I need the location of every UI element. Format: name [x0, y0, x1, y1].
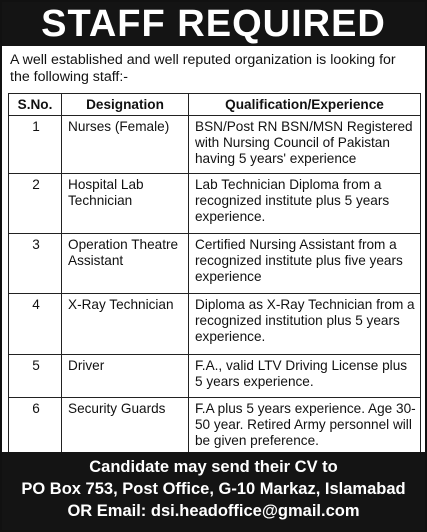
cell-qualification: F.A plus 5 years experience. Age 30-50 year. Retired Army personnel will be given preference. [189, 398, 421, 456]
cell-designation: Driver [62, 355, 189, 398]
contact-footer [2, 452, 425, 530]
page-title: STAFF REQUIRED [41, 3, 386, 45]
cell-sno: 4 [9, 294, 62, 355]
cell-sno: 3 [9, 234, 62, 294]
footer-cv-line: Candidate may send their CV to [89, 458, 338, 476]
cell-designation: Operation Theatre Assistant [62, 234, 189, 294]
footer-email-line: OR Email: dsi.headoffice@gmail.com [67, 502, 360, 520]
cell-sno: 1 [9, 116, 62, 174]
column-header-sno: S.No. [9, 94, 62, 116]
cell-qualification: F.A., valid LTV Driving License plus 5 years experience. [189, 355, 421, 398]
table-row [9, 355, 421, 398]
cell-designation: Nurses (Female) [62, 116, 189, 174]
cell-designation: X-Ray Technician [62, 294, 189, 355]
cell-designation: Hospital Lab Technician [62, 174, 189, 234]
header-banner [2, 2, 425, 46]
table-row [9, 398, 421, 456]
cell-designation: Security Guards [62, 398, 189, 456]
cell-sno: 5 [9, 355, 62, 398]
staff-table [8, 93, 421, 456]
table-row [9, 234, 421, 294]
footer-address-line: PO Box 753, Post Office, G-10 Markaz, Islamabad [21, 480, 406, 498]
column-header-qualification: Qualification/Experience [189, 94, 421, 116]
table-row [9, 294, 421, 355]
cell-sno: 6 [9, 398, 62, 456]
cell-qualification: Diploma as X-Ray Technician from a recognized institution plus 5 years experience. [189, 294, 421, 355]
cell-qualification: BSN/Post RN BSN/MSN Registered with Nursing Council of Pakistan having 5 years' experience [189, 116, 421, 174]
cell-qualification: Certified Nursing Assistant from a recognized institute plus five years experience [189, 234, 421, 294]
table-row [9, 174, 421, 234]
table-header-row [9, 94, 421, 116]
column-header-designation: Designation [62, 94, 189, 116]
cell-sno: 2 [9, 174, 62, 234]
table-row [9, 116, 421, 174]
intro-text: A well established and well reputed organization is looking for the following staff:- [10, 52, 396, 85]
cell-qualification: Lab Technician Diploma from a recognized institute plus 5 years experience. [189, 174, 421, 234]
